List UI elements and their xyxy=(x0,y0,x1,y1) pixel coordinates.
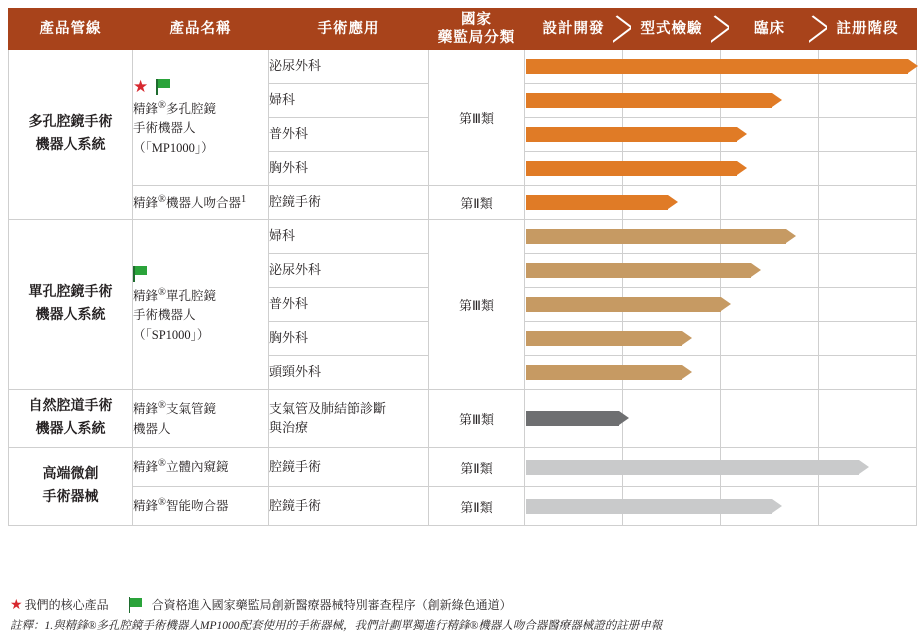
cell-product-line-2 xyxy=(9,220,133,390)
legend-block xyxy=(10,596,910,635)
cell-application-general-mp: 普外科 xyxy=(269,118,429,152)
cell-application-urology-sp: 泌尿外科 xyxy=(269,254,429,288)
bar-cell xyxy=(819,84,917,118)
product-name-label-smart-stapler: 精鋒®智能吻合器 xyxy=(133,497,229,514)
legend-core-label: 我們的核心產品 xyxy=(24,598,109,612)
table-row xyxy=(9,448,917,487)
bar-cell xyxy=(623,356,721,390)
bar-cell xyxy=(819,220,917,254)
col-header-nmpa-classification: 國家 藥監局分類 xyxy=(429,9,525,50)
bar-cell xyxy=(525,186,623,220)
legend-note: 註釋：1.與精鋒®多孔腔鏡手術機器人MP1000配套使用的手術器械，我們計劃單獨進行精鋒®機器人吻合器醫療器械證的註册申報 xyxy=(10,619,663,632)
cell-classification-endoscope: 第Ⅱ類 xyxy=(429,448,525,487)
bar-cell xyxy=(623,448,721,487)
table-row xyxy=(9,487,917,526)
bar-cell xyxy=(819,152,917,186)
green-flag-icon xyxy=(133,266,151,282)
product-name-label-stapler: 精鋒®機器人吻合器$^1$ xyxy=(133,193,247,210)
bar-cell xyxy=(623,220,721,254)
flag-group-sp1000 xyxy=(133,264,268,282)
bar-cell xyxy=(721,84,819,118)
bar-cell xyxy=(819,356,917,390)
cell-product-name-sp1000 xyxy=(133,220,269,390)
bar-cell xyxy=(525,152,623,186)
cell-classification-stapler: 第Ⅱ類 xyxy=(429,186,525,220)
star-icon: ★ xyxy=(10,597,23,613)
bar-cell xyxy=(623,390,721,448)
cell-product-line-3 xyxy=(9,390,133,448)
cell-application-thoracic-mp: 胸外科 xyxy=(269,152,429,186)
cell-product-name-stapler xyxy=(133,186,269,220)
legend-core xyxy=(10,596,109,615)
bar-cell xyxy=(721,50,819,84)
green-flag-icon xyxy=(129,597,147,613)
green-flag-icon xyxy=(156,79,174,95)
bar-cell xyxy=(623,288,721,322)
flag-group-mp1000 xyxy=(133,77,268,95)
bar-cell xyxy=(525,487,623,526)
bar-cell xyxy=(525,254,623,288)
cell-classification-mp1000: 第Ⅲ類 xyxy=(429,50,525,186)
cell-application-endoscopic-endoscope: 腔鏡手術 xyxy=(269,448,429,487)
bar-cell xyxy=(623,118,721,152)
bar-cell xyxy=(819,390,917,448)
bar-cell xyxy=(525,448,623,487)
cell-product-name-smart-stapler xyxy=(133,487,269,526)
cell-product-name-mp1000 xyxy=(133,50,269,186)
bar-cell xyxy=(623,487,721,526)
chevron-right-icon xyxy=(711,9,729,49)
cell-application-general-sp: 普外科 xyxy=(269,288,429,322)
bar-cell xyxy=(623,254,721,288)
bar-cell xyxy=(525,288,623,322)
star-icon: ★ xyxy=(133,77,149,97)
table-row xyxy=(9,220,917,254)
table-row xyxy=(9,390,917,448)
product-line-label-3: 自然腔道手術 機器人系統 xyxy=(28,399,113,437)
product-name-label-sp1000: 精鋒®單孔腔鏡 手術機器人 （「SP1000」） xyxy=(133,286,216,342)
bar-cell xyxy=(721,254,819,288)
product-line-label-2: 單孔腔鏡手術 機器人系統 xyxy=(28,285,113,323)
bar-cell xyxy=(525,220,623,254)
legend-row xyxy=(10,596,910,615)
bar-cell xyxy=(525,356,623,390)
bar-cell xyxy=(721,288,819,322)
bar-cell xyxy=(819,118,917,152)
bar-cell xyxy=(721,220,819,254)
bar-cell xyxy=(819,487,917,526)
cell-application-thoracic-sp: 胸外科 xyxy=(269,322,429,356)
table-row xyxy=(9,186,917,220)
bar-cell xyxy=(819,186,917,220)
bar-cell xyxy=(721,118,819,152)
cell-classification-bronchoscope: 第Ⅲ類 xyxy=(429,390,525,448)
cell-product-line-1 xyxy=(9,50,133,220)
legend-green-label: 合資格進入國家藥監局創新醫療器械特別審查程序（創新綠色通道） xyxy=(151,598,512,612)
cell-product-name-bronchoscope xyxy=(133,390,269,448)
col-header-surgical-application: 手術應用 xyxy=(269,9,429,50)
bar-cell xyxy=(525,390,623,448)
cell-application-gyn-mp: 婦科 xyxy=(269,84,429,118)
bar-cell xyxy=(525,118,623,152)
bar-cell xyxy=(525,50,623,84)
legend-green xyxy=(129,596,512,615)
cell-application-bronchus: 支氣管及肺結節診斷 與治療 xyxy=(269,390,429,448)
cell-classification-sp1000: 第Ⅲ類 xyxy=(429,220,525,390)
bar-cell xyxy=(819,448,917,487)
cell-application-gyn-sp: 婦科 xyxy=(269,220,429,254)
bar-cell xyxy=(819,254,917,288)
cell-classification-smart-stapler: 第Ⅱ類 xyxy=(429,487,525,526)
col-header-product-line: 產品管線 xyxy=(9,9,133,50)
bar-cell xyxy=(623,152,721,186)
pipeline-table xyxy=(8,8,917,526)
bar-cell xyxy=(721,186,819,220)
bar-cell xyxy=(721,152,819,186)
bar-cell xyxy=(525,322,623,356)
table-row xyxy=(9,50,917,84)
cell-application-headneck-sp: 頭頸外科 xyxy=(269,356,429,390)
bar-cell xyxy=(721,356,819,390)
col-header-stage-registration: 註册階段 xyxy=(819,9,917,50)
bar-cell xyxy=(721,390,819,448)
cell-application-endoscopic-smart-stapler: 腔鏡手術 xyxy=(269,487,429,526)
col-header-stage-clinical: 臨床 xyxy=(721,9,819,50)
col-header-stage-type-test: 型式檢驗 xyxy=(623,9,721,50)
bar-cell xyxy=(819,288,917,322)
bar-cell xyxy=(721,487,819,526)
product-name-label-mp1000: 精鋒®多孔腔鏡 手術機器人 （「MP1000」） xyxy=(133,99,216,155)
product-line-label-1: 多孔腔鏡手術 機器人系統 xyxy=(28,115,113,153)
product-name-label-bronchoscope: 精鋒®支氣管鏡 機器人 xyxy=(133,400,216,436)
product-name-label-endoscope: 精鋒®立體內窺鏡 xyxy=(133,458,229,475)
chevron-right-icon xyxy=(613,9,631,49)
col-header-product-name: 產品名稱 xyxy=(133,9,269,50)
cell-application-endoscopic-stapler: 腔鏡手術 xyxy=(269,186,429,220)
bar-cell xyxy=(721,448,819,487)
cell-product-line-4 xyxy=(9,448,133,526)
bar-cell xyxy=(623,50,721,84)
bar-cell xyxy=(623,84,721,118)
bar-cell xyxy=(819,50,917,84)
bar-cell xyxy=(623,186,721,220)
cell-product-name-endoscope xyxy=(133,448,269,487)
chevron-right-icon xyxy=(809,9,827,49)
bar-cell xyxy=(721,322,819,356)
bar-cell xyxy=(819,322,917,356)
cell-application-urology-mp: 泌尿外科 xyxy=(269,50,429,84)
product-line-label-4: 高端微創 手術器械 xyxy=(42,467,99,505)
bar-cell xyxy=(525,84,623,118)
col-header-stage-design: 設計開發 xyxy=(525,9,623,50)
table-header-row xyxy=(9,9,917,50)
bar-cell xyxy=(623,322,721,356)
